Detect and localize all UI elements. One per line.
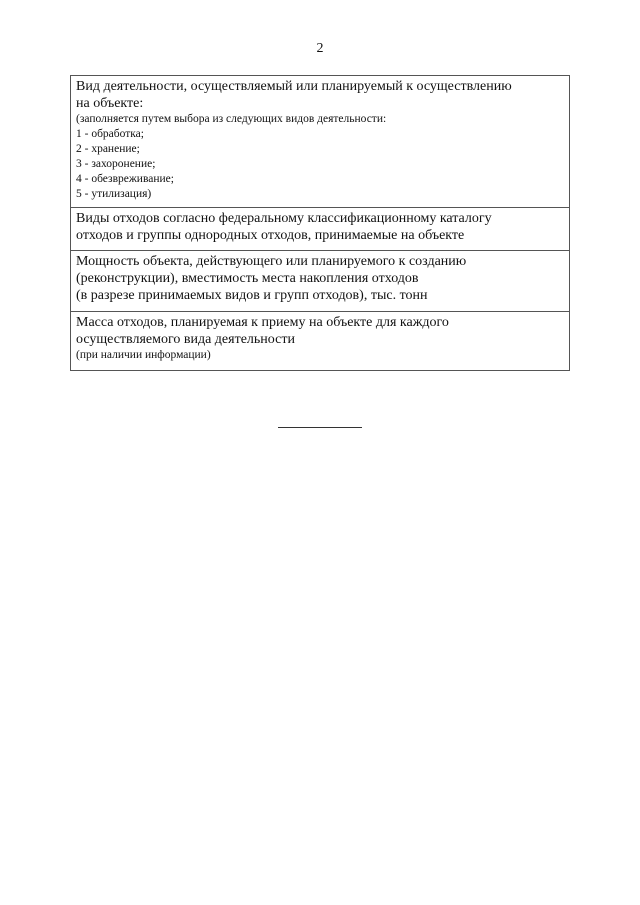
page-number: 2 <box>316 41 324 56</box>
row-text-line: осуществляемого вида деятельности <box>76 332 295 347</box>
form-table <box>70 75 570 371</box>
row-text-line: Мощность объекта, действующего или планируемого к созданию <box>76 254 467 269</box>
table-row-capacity <box>71 251 570 312</box>
row-note-line: 2 - хранение; <box>76 143 140 155</box>
row-note-line: 5 - утилизация) <box>76 188 152 200</box>
row-note-line: 1 - обработка; <box>76 128 144 140</box>
row-note-line: 3 - захоронение; <box>76 158 156 170</box>
row-note-line: (заполняется путем выбора из следующих видов деятельности: <box>76 113 387 125</box>
table-cell <box>71 312 570 371</box>
row-text-line: (в разрезе принимаемых видов и групп отходов), тыс. тонн <box>76 288 428 303</box>
table-row-waste-mass <box>71 312 570 371</box>
row-text-line: Масса отходов, планируемая к приему на объекте для каждого <box>76 315 449 330</box>
row-text-line: отходов и группы однородных отходов, принимаемые на объекте <box>76 228 465 243</box>
row-text-line: на объекте: <box>76 96 144 111</box>
table-row-activity-type <box>71 76 570 208</box>
table-cell <box>71 208 570 251</box>
row-note-line: 4 - обезвреживание; <box>76 173 174 185</box>
table-cell <box>71 251 570 312</box>
row-text-line: Виды отходов согласно федеральному классификационному каталогу <box>76 211 492 226</box>
row-text-line: (реконструкции), вместимость места накопления отходов <box>76 271 419 286</box>
row-note-line: (при наличии информации) <box>76 349 211 361</box>
table-cell <box>71 76 570 208</box>
end-of-document-rule <box>278 427 362 428</box>
table-row-waste-types <box>71 208 570 251</box>
row-text-line: Вид деятельности, осуществляемый или планируемый к осуществлению <box>76 79 512 94</box>
